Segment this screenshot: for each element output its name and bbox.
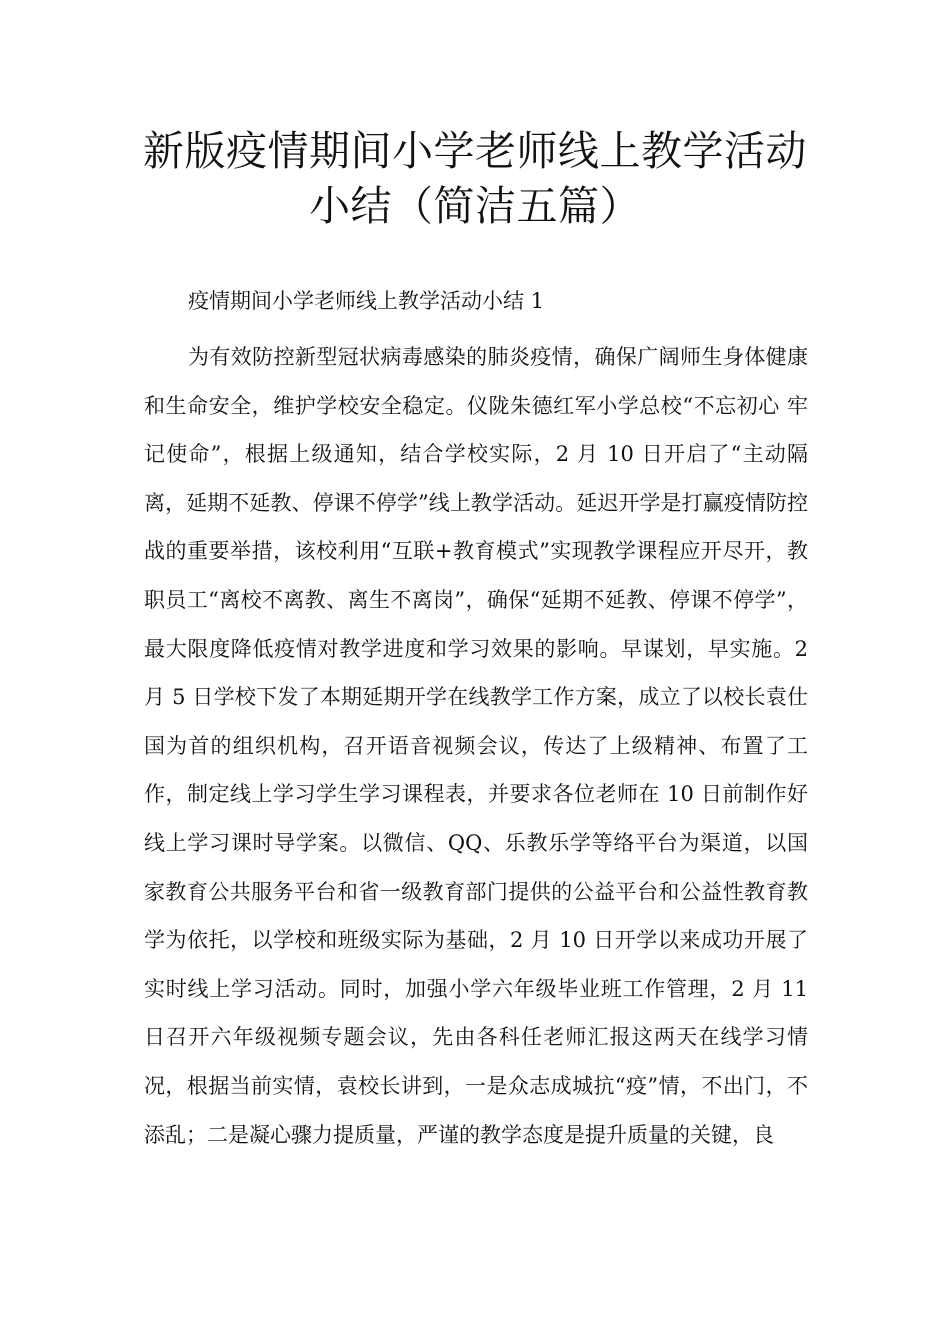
body-paragraph: 为有效防控新型冠状病毒感染的肺炎疫情，确保广阔师生身体健康和生命安全，维护学校安全稳定。仪陇朱德红军小学总校“不忘初心 牢记使命”，根据上级通知，结合学校实际，2 月 10 日开启了“主动隔离，延期不延教、停课不停学”线上教学活动。延迟开学是打赢疫情防控战的重要举措，该校利用“互联+教育模式”实现教学课程应开尽开，教职员工“离校不离教、离生不离岗”，确保“延期不延教、停课不停学”，最大限度降低疫情对教学进度和学习效果的影响。早谋划，早实施。2 月 5 日学校下发了本期延期开学在线教学工作方案，成立了以校长袁仕国为首的组织机构，召开语音视频会议，传达了上级精神、布置了工作，制定线上学习学生学习课程表，并要求各位老师在 10 日前制作好线上学习课时导学案。以微信、QQ、乐教乐学等络平台为渠道，以国家教育公共服务平台和省一级教育部门提供的公益平台和公益性教育教学为依托，以学校和班级实际为基础，2 月 10 日开学以来成功开展了实时线上学习活动。同时，加强小学六年级毕业班工作管理，2 月 11 日召开六年级视频专题会议，先由各科任老师汇报这两天在线学习情况，根据当前实情，袁校长讲到，一是众志成城抗“疫”情，不出门，不添乱；二是凝心骤力提质量，严谨的教学态度是提升质量的关键，良 — [144, 345, 808, 1147]
section-heading: 疫情期间小学老师线上教学活动小结 1 — [188, 289, 545, 313]
document-title: 新版疫情期间小学老师线上教学活动小结（简洁五篇） — [143, 127, 807, 230]
